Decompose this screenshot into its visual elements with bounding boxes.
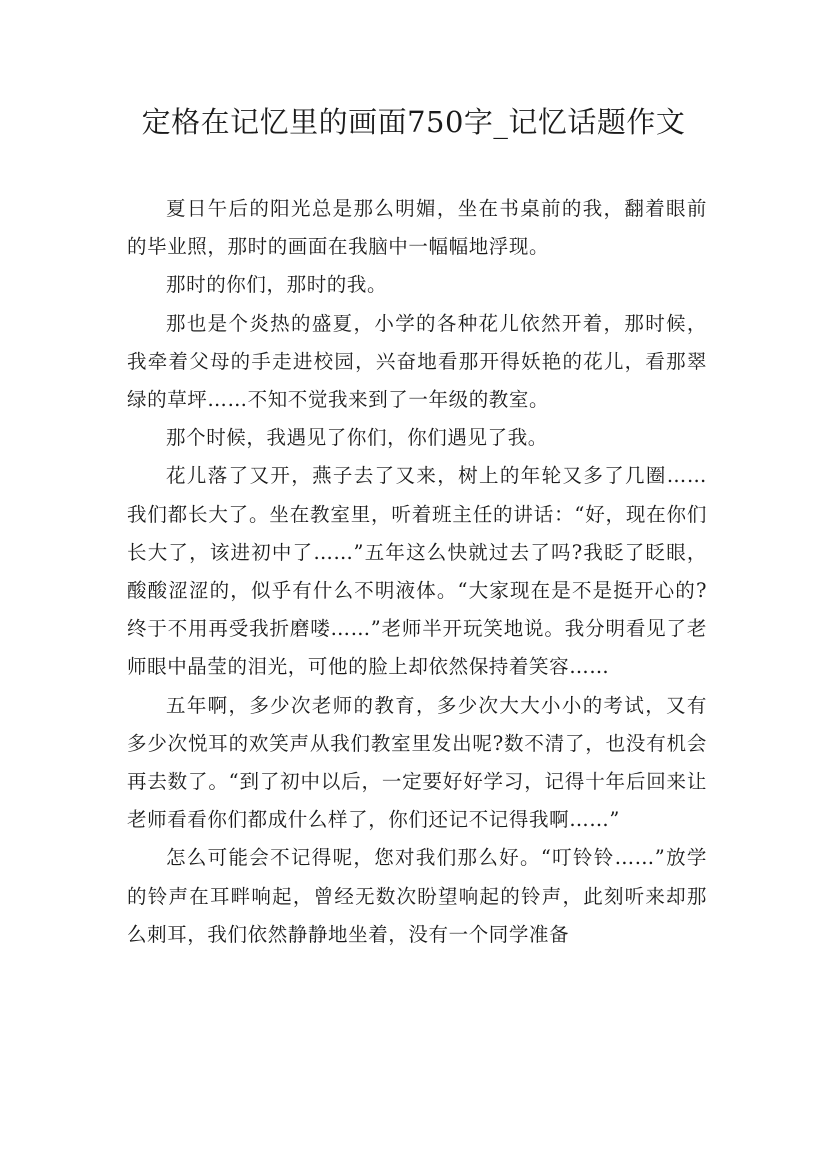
paragraph-5: 花儿落了又开，燕子去了又来，树上的年轮又多了几圈……我们都长大了。坐在教室里，听着班主任的讲话：“好，现在你们长大了，该进初中了……”五年这么快就过去了吗?我眨了眨眼，酸酸涩涩的，似乎有什么不明液体。“大家现在是不是挺开心的?终于不用再受我折磨喽……”老师半开玩笑地说。我分明看见了老师眼中晶莹的泪光，可他的脸上却依然保持着笑容…… [127,464,707,679]
document-title: 定格在记忆里的画面750字_记忆话题作文 [141,105,686,139]
document-body [127,190,707,954]
paragraph-2: 那时的你们，那时的我。 [166,273,388,297]
paragraph-7: 怎么可能会不记得呢，您对我们那么好。“叮铃铃……”放学的铃声在耳畔响起，曾经无数次盼望响起的铃声，此刻听来却那么刺耳，我们依然静静地坐着，没有一个同学准备 [127,846,707,946]
paragraph-3: 那也是个炎热的盛夏，小学的各种花儿依然开着，那时候，我牵着父母的手走进校园，兴奋地看那开得妖艳的花儿，看那翠绿的草坪……不知不觉我来到了一年级的教室。 [127,311,707,412]
paragraph-4: 那个时候，我遇见了你们，你们遇见了我。 [166,426,548,450]
paragraph-6: 五年啊，多少次老师的教育，多少次大大小小的考试，又有多少次悦耳的欢笑声从我们教室里发出呢?数不清了，也没有机会再去数了。“到了初中以后，一定要好好学习，记得十年后回来让老师看看你们都成什么样了，你们还记不记得我啊……” [127,693,707,832]
paragraph-1: 夏日午后的阳光总是那么明媚，坐在书桌前的我，翻着眼前的毕业照，那时的画面在我脑中一幅幅地浮现。 [127,197,707,259]
